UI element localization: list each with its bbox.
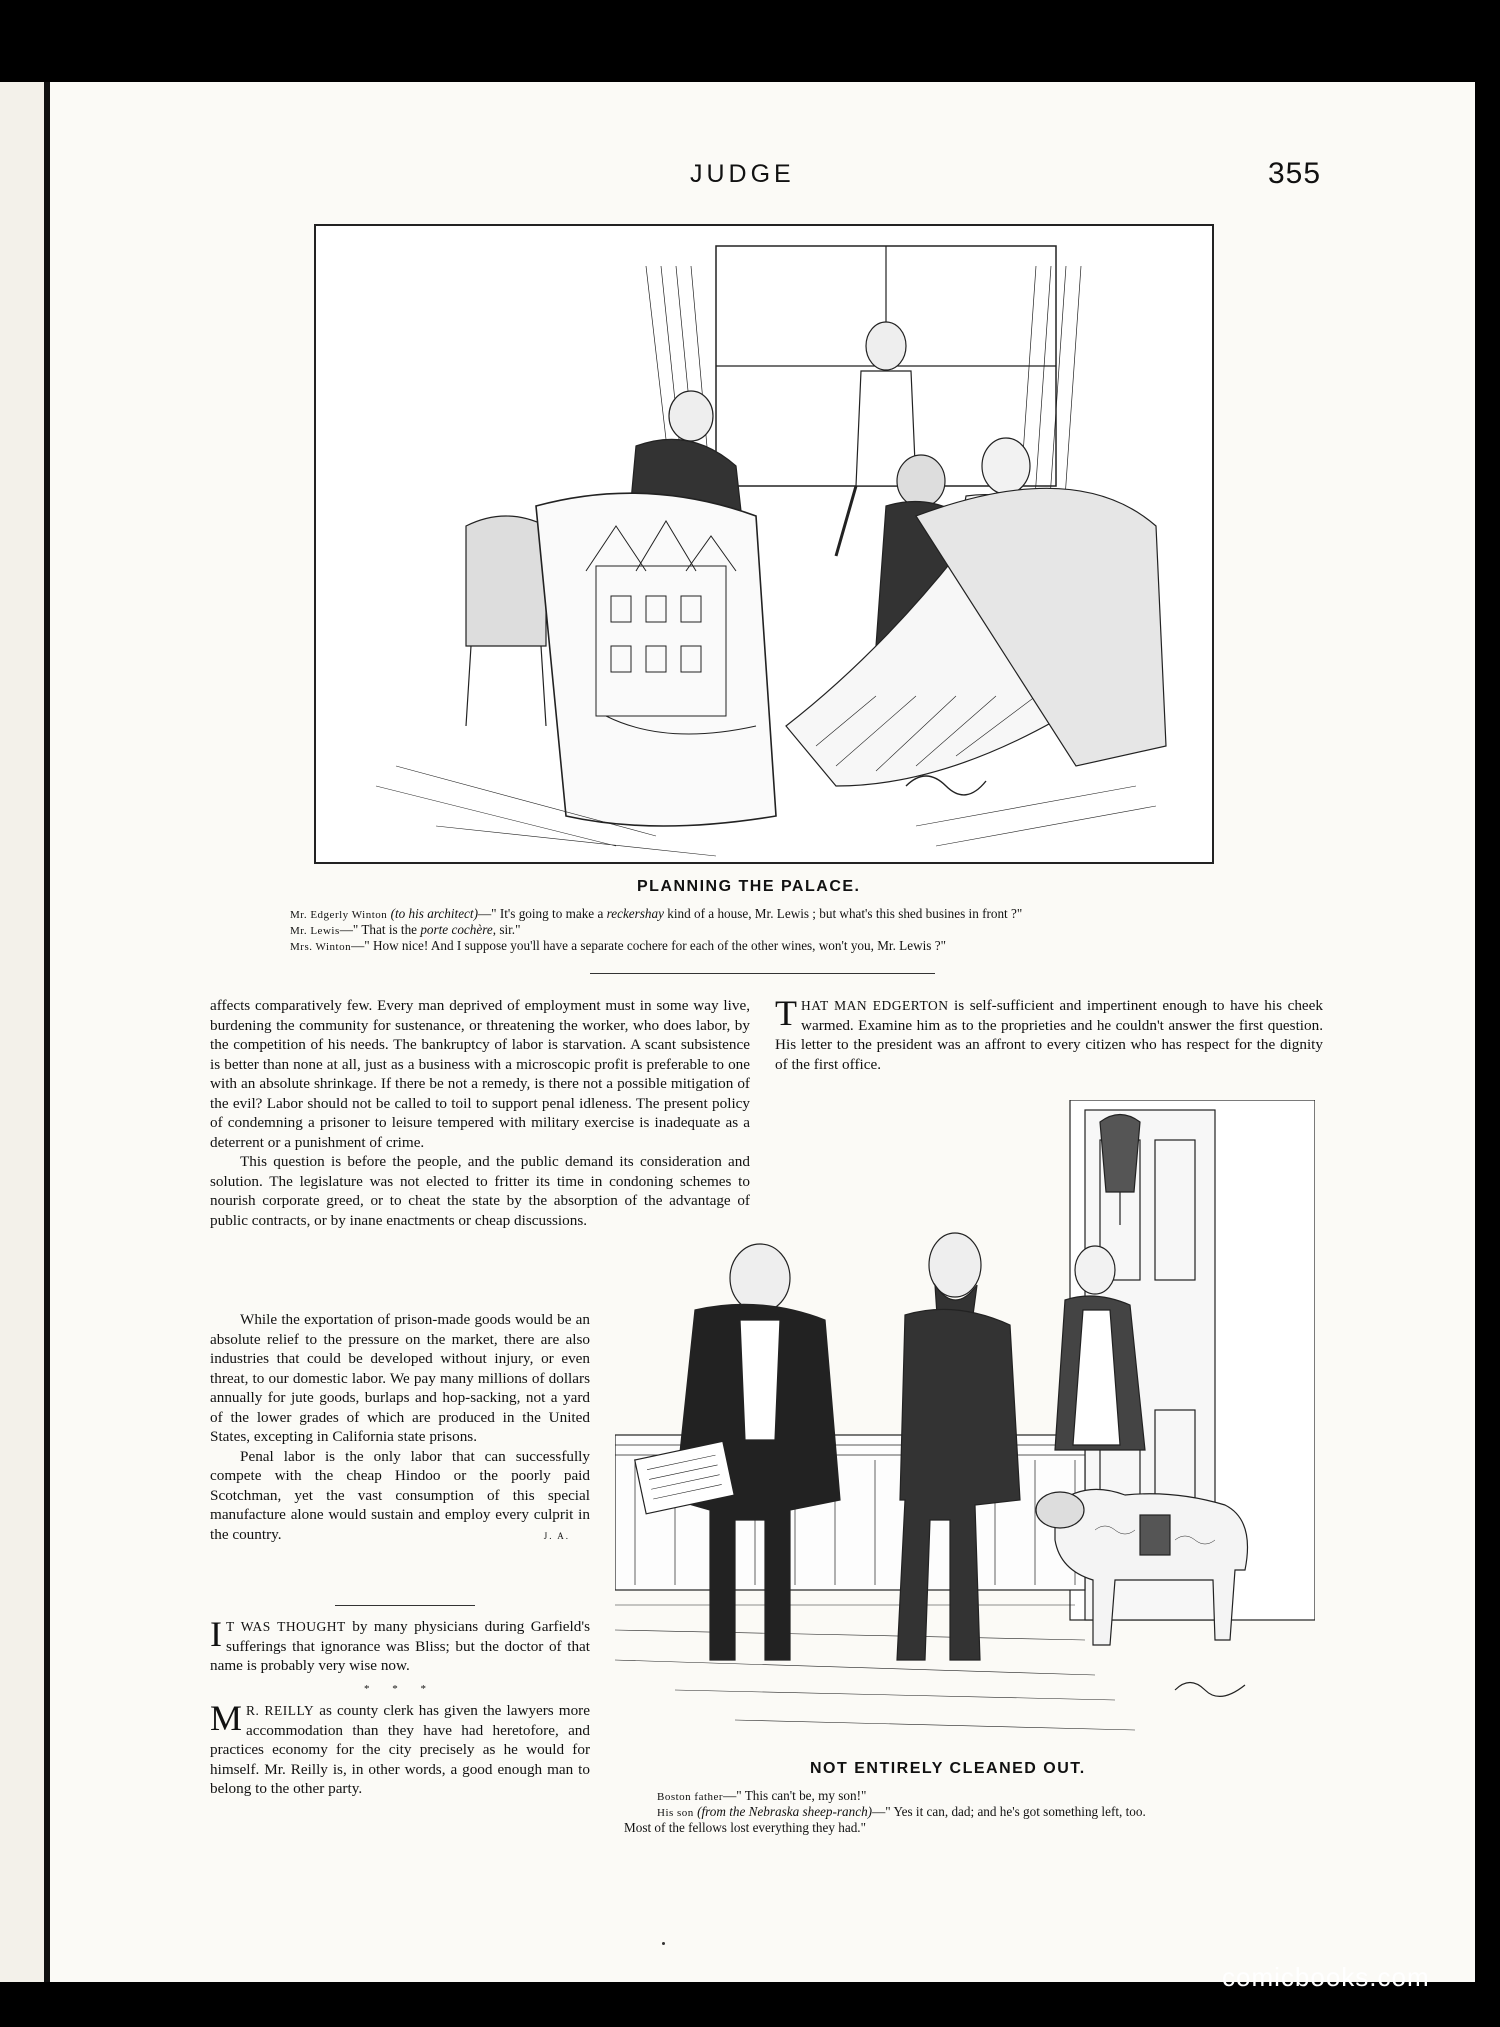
site-watermark: comicbooks.com xyxy=(1222,1962,1430,1992)
right-column xyxy=(775,993,1323,1074)
speaker-name: Mrs. Winton xyxy=(290,941,352,953)
note-text: by many physicians during Garfield's sufferings that ignorance was Bliss; but the doctor of that name is probably very wise now. xyxy=(210,1618,590,1674)
dialogue-italic: porte cochère xyxy=(420,922,493,937)
dialogue: Most of the fellows lost everything they had." xyxy=(624,1820,866,1835)
speaker-name: Mr. Lewis xyxy=(290,925,340,937)
bottom-caption-line xyxy=(657,1804,1146,1821)
adjacent-page-edge xyxy=(0,82,44,1982)
top-cartoon-illustration xyxy=(314,224,1214,864)
dialogue: —" How nice! And I suppose you'll have a separate cochere for each of the other wines, won't you, Mr. Lewis ?" xyxy=(351,938,946,953)
page-number: 355 xyxy=(1268,157,1322,190)
note-text: as county clerk has given the lawyers more accommodation than they have had heretofore, and practices economy for the city precisely as he would for himself. Mr. Reilly is, in other words, a good enough man to belong to the other party. xyxy=(210,1702,590,1797)
planning-the-palace-drawing xyxy=(316,226,1212,862)
note-lead: HAT MAN EDGERTON xyxy=(801,998,949,1013)
editorial-paragraph: Penal labor is the only labor that can successfully compete with the cheap Hindoo or the poorly paid Scotchman, yet the vast consumption of this special manufacture alone would sustain and employ every culprit in the country. xyxy=(210,1447,590,1543)
reilly-note xyxy=(210,1698,590,1799)
drop-cap: M xyxy=(210,1698,243,1738)
note-text: is self-sufficient and impertinent enough to have his cheek warmed. Examine him as to the proprieties and he couldn't answer the first question. His letter to the president was an affront to every citizen who has respect for the dignity of the first office. xyxy=(775,997,1323,1073)
section-divider xyxy=(590,973,935,974)
dialogue: —" That is the xyxy=(339,922,421,937)
dialogue: kind of a house, Mr. Lewis ; but what's this shed busines in front ?" xyxy=(663,906,1023,921)
not-entirely-cleaned-out-drawing xyxy=(615,1100,1315,1745)
stage-direction: (to his architect) xyxy=(387,906,478,921)
editorial-paragraph: While the exportation of prison-made goods would be an absolute relief to the pressure on the market, there are also industries that could be developed without injury, or even threat, to our domestic labor. We pay many millions of dollars annually for jute goods, burlaps and hop-sacking, not a yard of the lower grades of which are produced in the United States, excepting in California state prisons. xyxy=(210,1311,590,1445)
top-caption-line xyxy=(290,906,1022,923)
bottom-caption-line xyxy=(657,1788,866,1805)
section-stars: * * * xyxy=(364,1682,436,1695)
dialogue: —" Yes it can, dad; and he's got something left, too. xyxy=(872,1804,1146,1819)
top-cartoon-title: PLANNING THE PALACE. xyxy=(637,878,861,895)
speaker-name: His son xyxy=(657,1807,694,1819)
author-signature: J. A. xyxy=(543,1531,570,1541)
top-caption-line xyxy=(290,938,946,955)
stage-direction: (from the Nebraska sheep-ranch) xyxy=(693,1804,873,1819)
edgerton-note xyxy=(775,993,1323,1074)
print-speck xyxy=(662,1942,665,1945)
dialogue-italic: reckershay xyxy=(606,906,664,921)
drop-cap: T xyxy=(775,993,797,1033)
note-lead: T WAS THOUGHT xyxy=(226,1619,346,1634)
bottom-cartoon-illustration xyxy=(615,1100,1315,1745)
paragraph-divider xyxy=(335,1605,475,1606)
speaker-name: Mr. Edgerly Winton xyxy=(290,909,388,921)
editorial-paragraph: This question is before the people, and the public demand its consideration and solution. The legislature was not elected to fritter its time in condoning schemes to nourish corporate greed, or to cheat the state by the absorption of the advantage of public contracts, or by inane enactments or cheap discussions. xyxy=(210,1153,750,1229)
bottom-cartoon-title: NOT ENTIRELY CLEANED OUT. xyxy=(810,1760,1086,1777)
left-column-notes xyxy=(210,1614,590,1799)
running-title: JUDGE xyxy=(690,160,795,188)
editorial-paragraph: affects comparatively few. Every man deprived of employment must in some way live, burdening the community for sustenance, or threatening the worker, who does labor, by the competition of his needs. The bankruptcy of labor is starvation. A scant subsistence is better than none at all, just as a business with a microscopic profit is preferable to one with an absolute shrinkage. If there be not a remedy, is there not a possible mitigation of the evil? Labor should not be called to toil to support penal idleness. The present policy of condemning a prisoner to leisure tempered with military exercise is inadequate as a deterrent or a punishment of crime. xyxy=(210,997,750,1151)
speaker-name: Boston father xyxy=(657,1791,724,1803)
note-lead: R. REILLY xyxy=(246,1703,315,1718)
bottom-caption-line xyxy=(624,1820,866,1837)
dialogue: —" This can't be, my son!" xyxy=(723,1788,867,1803)
left-column-narrow xyxy=(210,1310,590,1547)
drop-cap: I xyxy=(210,1614,222,1654)
dialogue: , sir." xyxy=(492,922,521,937)
dialogue: —" It's going to make a xyxy=(477,906,607,921)
garfield-note xyxy=(210,1614,590,1676)
top-caption-line xyxy=(290,922,520,939)
